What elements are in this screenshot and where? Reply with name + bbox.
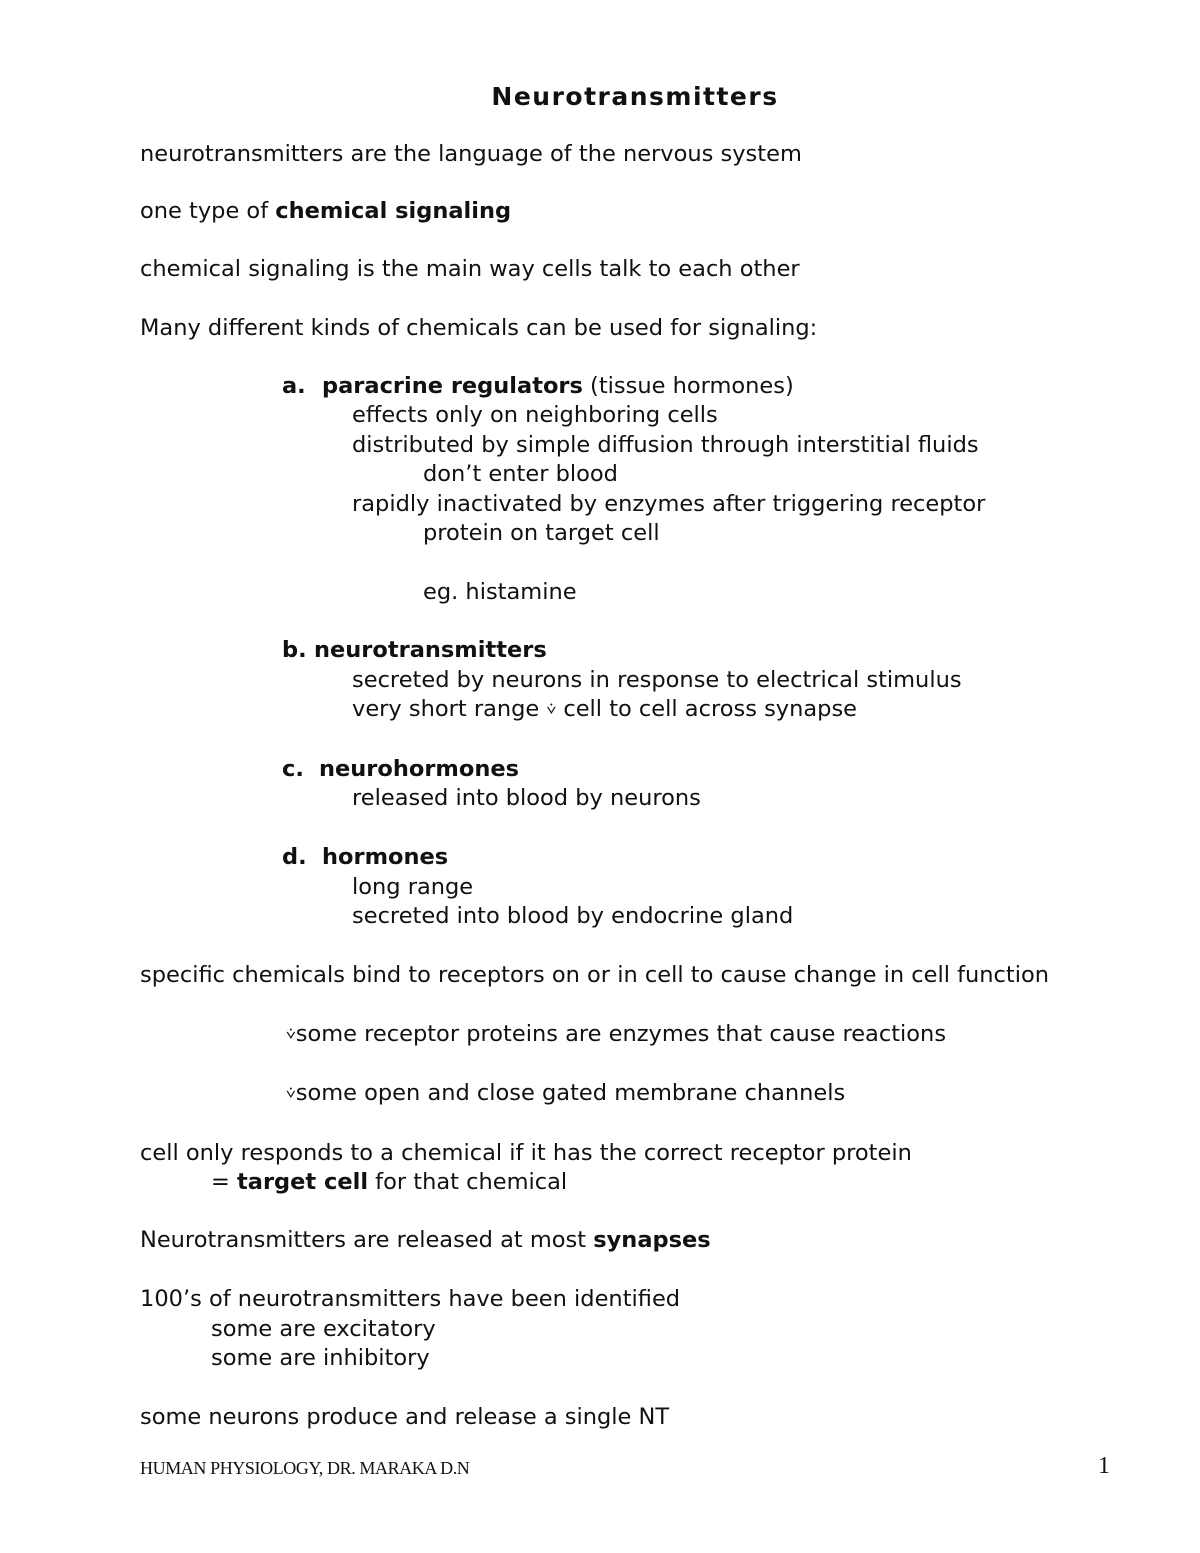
specific-line-1: specific chemicals bind to receptors on or in cell to cause change in cell function (140, 962, 1050, 988)
intro-line-2 (140, 196, 511, 226)
item-a-line-2: distributed by simple diffusion through interstitial fluids (352, 432, 979, 458)
right-arrow-icon: ⩒ (286, 1083, 296, 1102)
footer-text: HUMAN PHYSIOLOGY, DR. MARAKA D.N (140, 1458, 470, 1478)
target-line-2-post: for that chemical (368, 1169, 568, 1195)
item-a-heading (282, 371, 794, 401)
item-c-title: neurohormones (319, 756, 519, 782)
last-line: some neurons produce and release a single NT (140, 1404, 670, 1430)
item-c-heading (282, 754, 519, 784)
item-d-line-2: secreted into blood by endocrine gland (352, 903, 794, 929)
item-a-line-3: don’t enter blood (423, 461, 618, 487)
item-b-title: neurotransmitters (314, 637, 547, 663)
identified-line-3: some are inhibitory (211, 1345, 430, 1371)
item-a-line-4: rapidly inactivated by enzymes after triggering receptor (352, 491, 986, 517)
target-cell-term: target cell (237, 1169, 369, 1195)
item-a-example: eg. histamine (423, 579, 577, 605)
item-b-heading (282, 635, 547, 665)
right-arrow-icon: ⩒ (286, 1024, 296, 1043)
item-d-line-1: long range (352, 874, 474, 900)
target-line-1: cell only responds to a chemical if it has the correct receptor protein (140, 1140, 912, 1166)
item-d-marker: d. (282, 844, 307, 870)
item-b-line-2-pre: very short range (352, 696, 547, 722)
item-b-line-1: secreted by neurons in response to electrical stimulus (352, 667, 962, 693)
item-a-line-5: protein on target cell (423, 520, 660, 546)
specific-bullet-2 (286, 1078, 845, 1108)
page-title: Neurotransmitters (491, 82, 779, 111)
intro-line-4: Many different kinds of chemicals can be used for signaling: (140, 315, 818, 341)
item-b-line-2 (352, 694, 857, 724)
item-a-note: (tissue hormones) (582, 373, 794, 399)
item-b-line-2-post: cell to cell across synapse (556, 696, 858, 722)
item-d-title: hormones (322, 844, 449, 870)
synapses-term: synapses (593, 1227, 711, 1253)
synapse-line (140, 1225, 711, 1255)
identified-line-1: 100’s of neurotransmitters have been identified (140, 1286, 681, 1312)
specific-bullet-2-text: some open and close gated membrane channels (295, 1080, 846, 1106)
intro-line-1: neurotransmitters are the language of the nervous system (140, 141, 802, 167)
intro-line-2-text: one type of (140, 198, 276, 224)
item-c-line-1: released into blood by neurons (352, 785, 701, 811)
right-arrow-icon: ⩒ (546, 699, 557, 718)
specific-bullet-1-text: some receptor proteins are enzymes that cause reactions (295, 1021, 947, 1047)
target-line-2 (211, 1167, 567, 1197)
item-a-marker: a. (282, 373, 306, 399)
item-d-heading (282, 842, 448, 872)
synapse-line-pre: Neurotransmitters are released at most (140, 1227, 594, 1253)
item-a-title: paracrine regulators (322, 373, 583, 399)
chemical-signaling-term: chemical signaling (275, 198, 512, 224)
identified-line-2: some are excitatory (211, 1316, 436, 1342)
item-c-marker: c. (282, 756, 304, 782)
target-line-2-pre: = (211, 1169, 238, 1195)
specific-bullet-1 (286, 1019, 946, 1049)
page-number: 1 (1098, 1453, 1110, 1479)
item-a-line-1: effects only on neighboring cells (352, 402, 718, 428)
intro-line-3: chemical signaling is the main way cells talk to each other (140, 256, 800, 282)
item-b-marker: b. (282, 637, 307, 663)
